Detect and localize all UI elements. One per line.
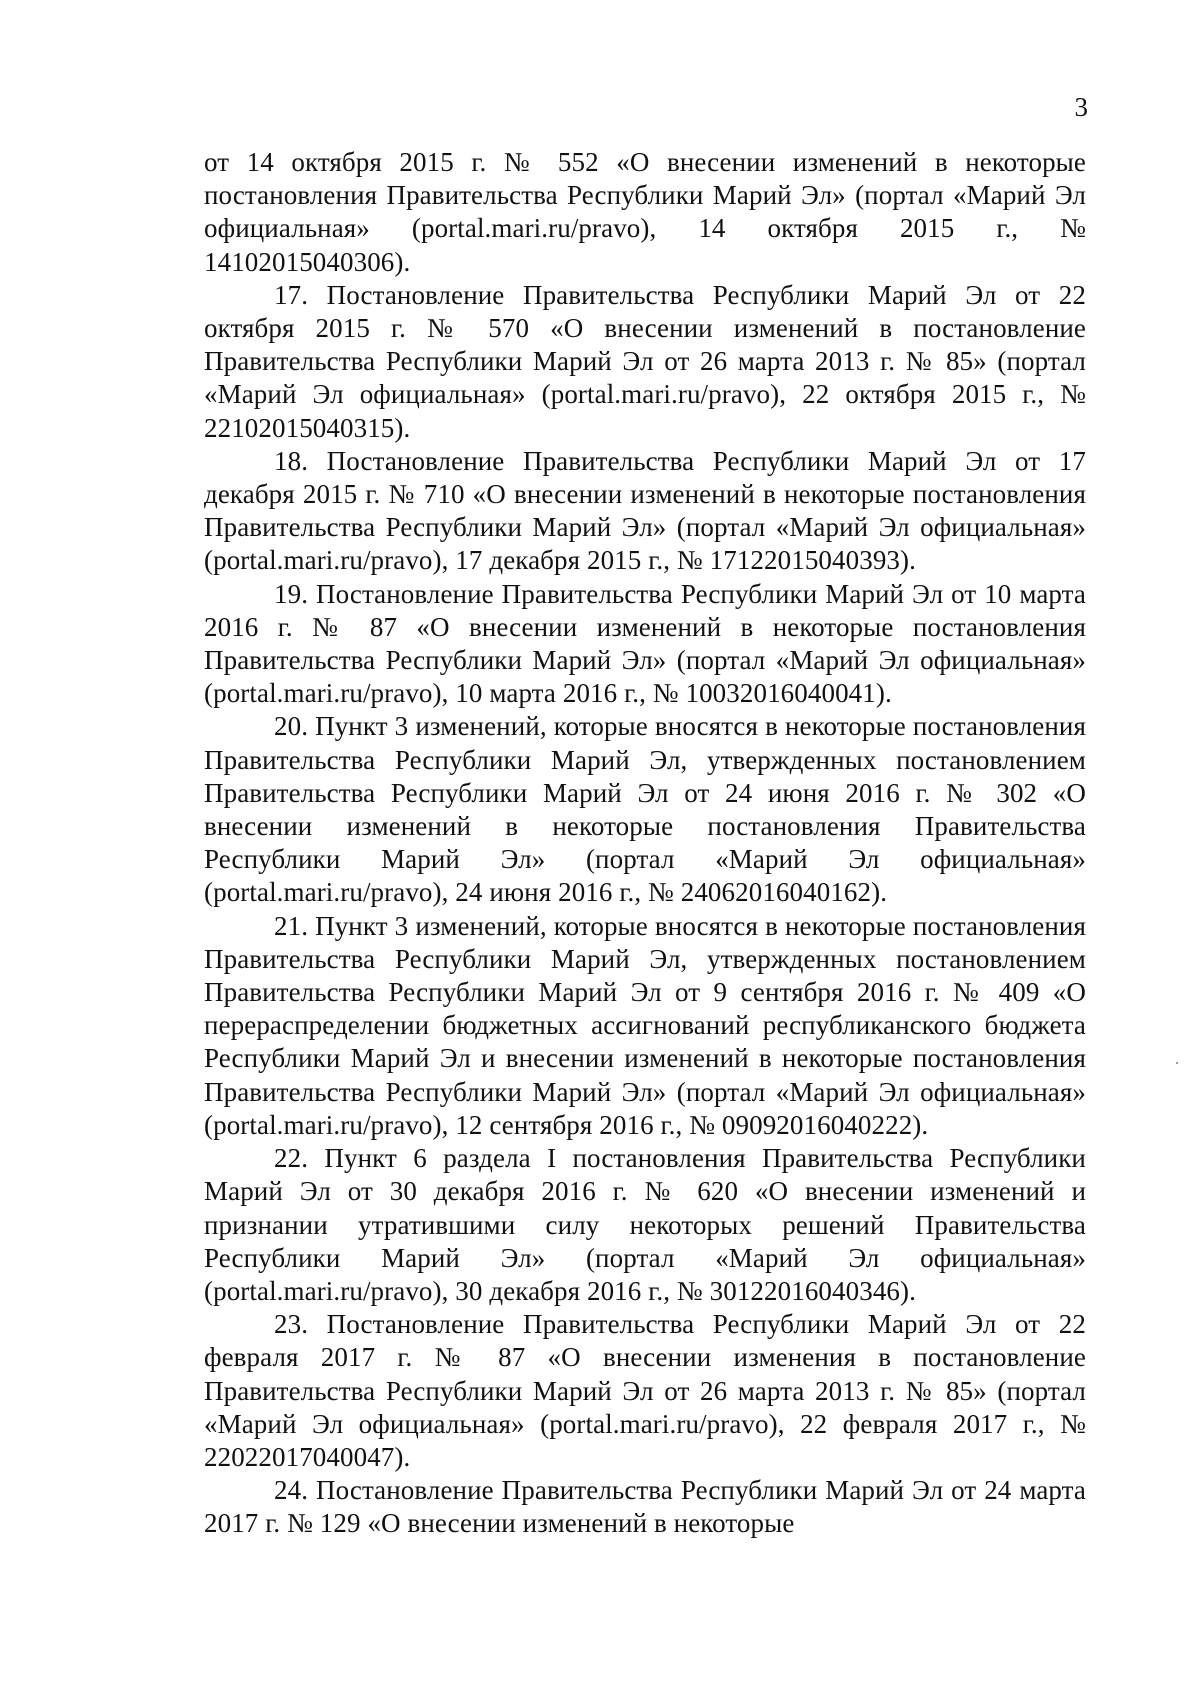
paragraph-18: 18. Постановление Правительства Республики Марий Эл от 17 декабря 2015 г. № 710 «О внесении изменений в некоторые постановления Правительства Республики Марий Эл» (портал «Марий Эл официальная» (portal.mari.ru/pravo), 17 декабря 2015 г., № 17122015040393). [204,445,1086,576]
paragraph-16-continuation: от 14 октября 2015 г. № 552 «О внесении изменений в некоторые постановления Правительства Республики Марий Эл» (портал «Марий Эл официальная» (portal.mari.ru/pravo), 14 октября 2015 г., № 14102015040306). [204,147,1086,277]
paragraph-23: 23. Постановление Правительства Республики Марий Эл от 22 февраля 2017 г. № 87 «О внесении изменения в постановление Правительства Республики Марий Эл от 26 марта 2013 г. № 85» (портал «Марий Эл официальная» (portal.mari.ru/pravo), 22 февраля 2017 г., № 22022017040047). [204,1309,1086,1472]
paragraph-22: 22. Пункт 6 раздела I постановления Правительства Республики Марий Эл от 30 декабря 2016 г. № 620 «О внесении изменений и признании утратившими силу некоторых решений Правительства Республики Марий Эл» (портал «Марий Эл официальная» (portal.mari.ru/pravo), 30 декабря 2016 г., № 30122016040346). [204,1143,1086,1306]
document-body [204,146,1086,1541]
paragraph-24: 24. Постановление Правительства Республики Марий Эл от 24 марта 2017 г. № 129 «О внесении изменений в некоторые [204,1475,1086,1539]
scan-speck [1176,1062,1178,1064]
paragraph-19: 19. Постановление Правительства Республики Марий Эл от 10 марта 2016 г. № 87 «О внесении изменений в некоторые постановления Правительства Республики Марий Эл» (портал «Марий Эл официальная» (portal.mari.ru/pravo), 10 марта 2016 г., № 10032016040041). [204,578,1086,709]
paragraph-20: 20. Пункт 3 изменений, которые вносятся в некоторые постановления Правительства Республики Марий Эл, утвержденных постановлением Правительства Республики Марий Эл от 24 июня 2016 г. № 302 «О внесении изменений в некоторые постановления Правительства Республики Марий Эл» (портал «Марий Эл официальная» (portal.mari.ru/pravo), 24 июня 2016 г., № 24062016040162). [204,711,1086,908]
paragraph-17: 17. Постановление Правительства Республики Марий Эл от 22 октября 2015 г. № 570 «О внесении изменений в постановление Правительства Республики Марий Эл от 26 марта 2013 г. № 85» (портал «Марий Эл официальная» (portal.mari.ru/pravo), 22 октября 2015 г., № 22102015040315). [204,279,1086,443]
page-number: 3 [1074,92,1088,122]
paragraph-21: 21. Пункт 3 изменений, которые вносятся в некоторые постановления Правительства Республики Марий Эл, утвержденных постановлением Правительства Республики Марий Эл от 9 сентября 2016 г. № 409 «О перераспределении бюджетных ассигнований республиканского бюджета Республики Марий Эл и внесении изменений в некоторые постановления Правительства Республики Марий Эл» (портал «Марий Эл официальная» (portal.mari.ru/pravo), 12 сентября 2016 г., № 09092016040222). [204,910,1086,1140]
